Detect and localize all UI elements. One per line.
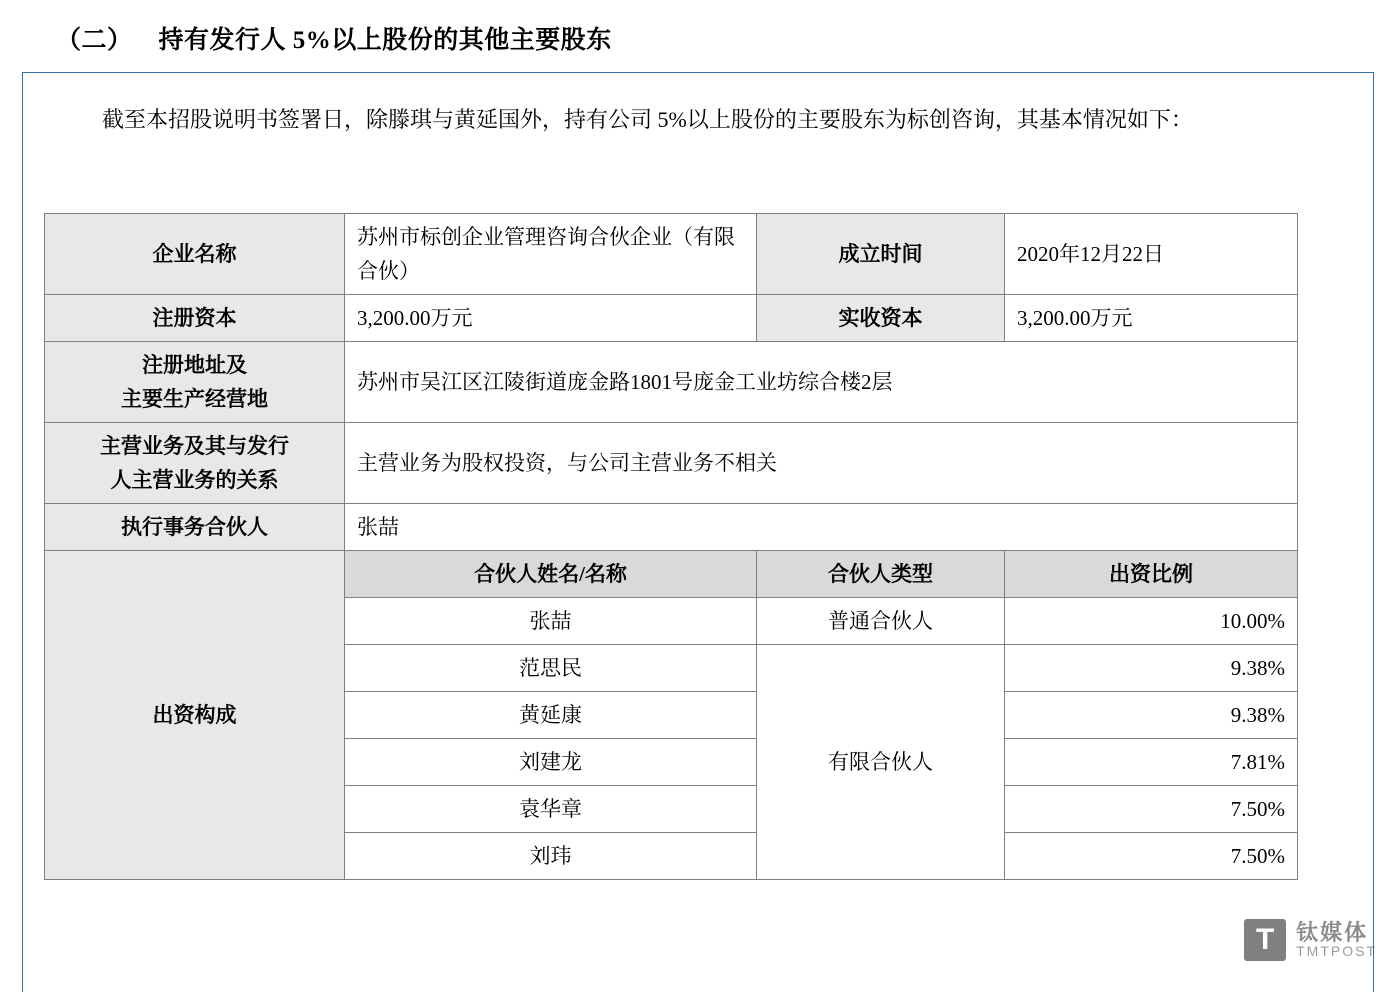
row-value-registered-capital: 3,200.00万元 <box>345 295 757 342</box>
partner-ratio: 9.38% <box>1005 645 1298 692</box>
row-value-business: 主营业务为股权投资，与公司主营业务不相关 <box>345 423 1298 504</box>
partner-ratio: 7.81% <box>1005 739 1298 786</box>
partner-name: 刘玮 <box>345 833 757 880</box>
row-label-address-line2: 主要生产经营地 <box>121 387 268 411</box>
col-header-partner-name: 合伙人姓名/名称 <box>345 551 757 598</box>
row-value-paidin-capital: 3,200.00万元 <box>1005 295 1298 342</box>
partner-name: 范思民 <box>345 645 757 692</box>
row-label-registered-capital: 注册资本 <box>45 295 345 342</box>
row-label-executive-partner: 执行事务合伙人 <box>45 504 345 551</box>
row-value-established-date: 2020年12月22日 <box>1005 214 1298 295</box>
table-row <box>45 295 1298 342</box>
section-heading <box>56 20 612 56</box>
col-header-contribution-ratio: 出资比例 <box>1005 551 1298 598</box>
partner-type: 普通合伙人 <box>757 598 1005 645</box>
row-label-business <box>45 423 345 504</box>
partner-ratio: 7.50% <box>1005 786 1298 833</box>
partner-ratio: 7.50% <box>1005 833 1298 880</box>
partner-name: 袁华章 <box>345 786 757 833</box>
intro-paragraph <box>44 95 1334 145</box>
watermark <box>1244 919 1377 961</box>
watermark-name-cn: 钛媒体 <box>1296 920 1369 946</box>
partner-name: 张喆 <box>345 598 757 645</box>
col-header-partner-type: 合伙人类型 <box>757 551 1005 598</box>
row-label-company-name: 企业名称 <box>45 214 345 295</box>
shareholder-info-table <box>44 213 1298 880</box>
row-value-company-name: 苏州市标创企业管理咨询合伙企业（有限合伙） <box>345 214 757 295</box>
watermark-text <box>1296 921 1377 959</box>
partner-ratio: 9.38% <box>1005 692 1298 739</box>
intro-paragraph-text: 截至本招股说明书签署日，除滕琪与黄延国外，持有公司 5%以上股份的主要股东为标创咨询，其基本情况如下： <box>102 107 1193 132</box>
watermark-name-en: TMTPOST <box>1296 943 1377 960</box>
partner-name: 黄延康 <box>345 692 757 739</box>
table-row-contribution-header <box>45 551 1298 598</box>
table-row <box>45 504 1298 551</box>
partner-type-limited: 有限合伙人 <box>757 645 1005 880</box>
watermark-logo-icon: T <box>1244 919 1286 961</box>
section-number: （二） <box>56 27 133 54</box>
row-label-business-line1: 主营业务及其与发行 <box>100 434 289 458</box>
row-label-established-date: 成立时间 <box>757 214 1005 295</box>
partner-ratio: 10.00% <box>1005 598 1298 645</box>
table-row <box>45 342 1298 423</box>
row-label-address-line1: 注册地址及 <box>142 353 247 377</box>
row-value-executive-partner: 张喆 <box>345 504 1298 551</box>
row-label-contribution-structure: 出资构成 <box>45 551 345 880</box>
table-row <box>45 214 1298 295</box>
section-title: 持有发行人 5%以上股份的其他主要股东 <box>158 27 612 54</box>
table-row <box>45 423 1298 504</box>
row-value-address: 苏州市吴江区江陵街道庞金路1801号庞金工业坊综合楼2层 <box>345 342 1298 423</box>
row-label-paidin-capital: 实收资本 <box>757 295 1005 342</box>
partner-name: 刘建龙 <box>345 739 757 786</box>
row-label-address <box>45 342 345 423</box>
row-label-business-line2: 人主营业务的关系 <box>110 468 279 492</box>
